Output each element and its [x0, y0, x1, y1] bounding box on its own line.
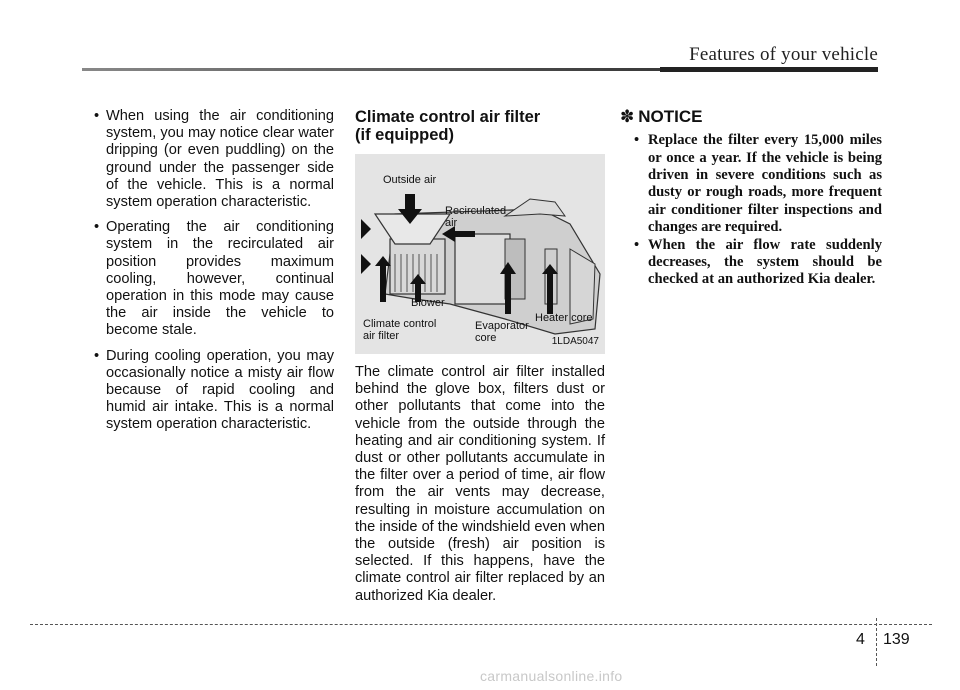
footer-rule [30, 624, 932, 625]
notice-icon: ✽ [620, 107, 635, 126]
bullet-icon: • [94, 347, 100, 364]
label-outside-air: Outside air [383, 174, 437, 186]
left-column [82, 108, 334, 442]
label-heater-core: Heater core [535, 312, 593, 324]
middle-column [355, 108, 605, 605]
air-filter-diagram [355, 154, 605, 354]
figure-code: 1LDA5047 [551, 335, 599, 347]
list-item-text: Replace the filter every 15,000 miles or once a year. If the vehicle is being driven in severe conditions such as dusty or rough roads, more frequent air conditioner filter inspections and changes are required. [648, 132, 882, 236]
header-rule-accent [660, 67, 878, 72]
list-item [94, 219, 334, 339]
list-item [634, 132, 882, 236]
label-climate-control-air-filter: Climate control air filter [363, 318, 437, 342]
right-column [620, 108, 882, 289]
page-header-title: Features of your vehicle [689, 44, 878, 65]
page-number: 139 [883, 631, 910, 648]
bullet-icon: • [94, 108, 100, 124]
list-item-text: Operating the air conditioning system in the recirculated air position provides maximum cooling, however, continual operation in this mode may cause the air inside the vehicle to become stale. [106, 219, 334, 339]
bullet-icon: • [634, 132, 640, 149]
label-recirculated-air: Recirculated air [445, 205, 507, 229]
list-item [94, 348, 334, 434]
section-title: Climate control air filter (if equipped) [355, 108, 541, 144]
list-item-text: During cooling operation, you may occasionally notice a misty air flow because of rapid cooling and humid air intake. This is a normal system operation characteristic. [106, 347, 334, 433]
notice-title: NOTICE [638, 107, 703, 126]
chapter-number: 4 [856, 631, 865, 648]
notice-list [620, 132, 882, 289]
label-evaporator-core: Evaporator core [475, 320, 529, 344]
notice-heading [620, 108, 882, 125]
left-bullet-list [82, 108, 334, 434]
label-blower: Blower [411, 297, 445, 309]
bullet-icon: • [634, 236, 640, 253]
list-item [94, 108, 334, 211]
bullet-icon: • [94, 219, 100, 236]
filter-description: The climate control air filter installed behind the glove box, filters dust or other pollutants that come into the vehicle from the outside through the heating and air conditioning system. If dust or other pollutants accumulate in the filter over a period of time, air flow from the air vents may decrease, resulting in moisture accumulation on the inside of the windshield even when the outside (fresh) air position is selected. If this happens, have the climate control air filter replaced by an authorized Kia dealer. [355, 364, 605, 604]
watermark: carmanualsonline.info [480, 668, 623, 684]
footer-divider [876, 618, 877, 666]
list-item-text: When the air flow rate suddenly decreases, the system should be checked at an authorized Kia dealer. [648, 236, 882, 288]
list-item [634, 237, 882, 289]
list-item-text: When using the air conditioning system, you may notice clear water dripping (or even puddling) on the ground under the passenger side of the vehicle. This is a normal system operation characteristic. [106, 108, 334, 211]
